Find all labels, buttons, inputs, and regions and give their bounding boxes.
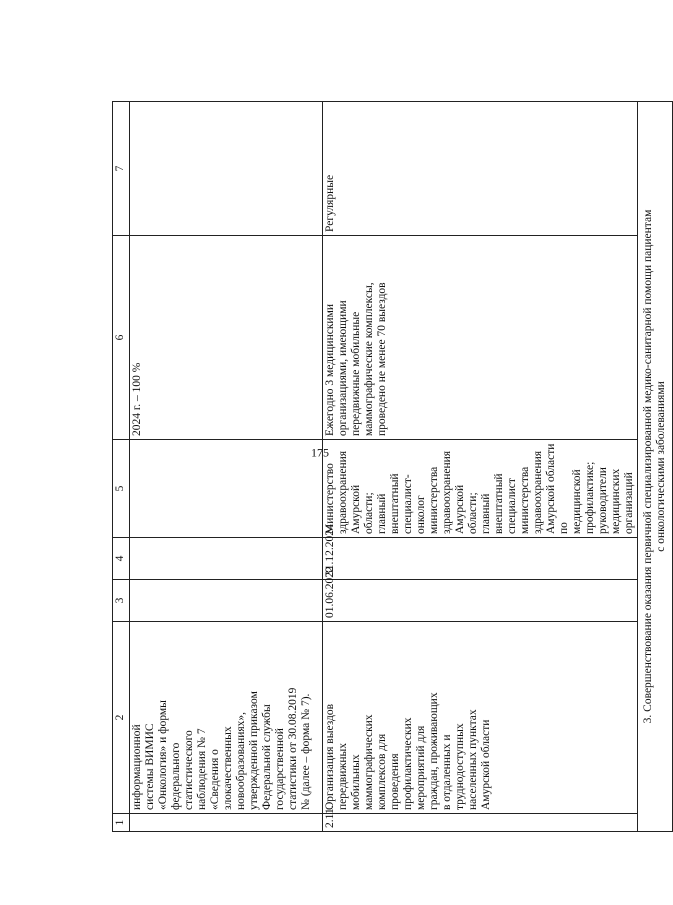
event-cell: информационной системы ВИМИС «Онкология» и формы федерального статистического наблюдения № 7 «Сведения о злокачественных новообразованиях», утвержденной приказом Федеральной службы государственной статистики от 30.08.2019 № (далее – форма № 7). <box>130 622 323 814</box>
table-header-cell: 7 <box>113 102 130 236</box>
event-cell: Организация выездов передвижных мобильных маммографических комплексов для проведения профилактических мероприятий для граждан, проживающих в отдаленных и труднодоступных населенных пунктах Амурской области <box>323 622 638 814</box>
section-title: 3. Совершенствование оказания первичной специализированной медико-санитарной помощи пациентам с онкологическими заболеваниями <box>638 102 673 832</box>
start-date-cell <box>130 580 323 622</box>
result-cell: Ежегодно 3 медицинскими организациями, имеющими передвижные мобильные маммографические комплексы, проведено не менее 70 выездов <box>323 236 638 440</box>
page-number: 175 <box>311 445 329 460</box>
table-header-row <box>113 102 130 832</box>
table-header-cell: 4 <box>113 538 130 580</box>
end-date-cell: 31.12.2024 <box>323 538 638 580</box>
responsible-cell: Министерство здравоохранения Амурской области; главный внештатный специалист-онколог министерства здравоохранения Амурской области; главный внештатный специалист министерства здравоохранения Амурской области по медицинской профилактике; руководители медицинских организаций <box>323 440 638 538</box>
section-row <box>638 102 673 832</box>
table-header-cell: 2 <box>113 622 130 814</box>
note-cell: Регулярные <box>323 102 638 236</box>
result-cell: 2024 г. – 100 % <box>130 236 323 440</box>
responsible-cell <box>130 440 323 538</box>
table-header-cell: 5 <box>113 440 130 538</box>
note-cell <box>130 102 323 236</box>
table-row <box>323 102 638 832</box>
table-header-cell: 6 <box>113 236 130 440</box>
table-header-cell: 3 <box>113 580 130 622</box>
start-date-cell: 01.06.2022 <box>323 580 638 622</box>
row-number-cell <box>130 814 323 832</box>
row-number-cell: 2.11. <box>323 814 638 832</box>
table-row <box>130 102 323 832</box>
end-date-cell <box>130 538 323 580</box>
table-header-cell: 1 <box>113 814 130 832</box>
plan-table <box>112 101 673 832</box>
rotated-table-container <box>112 102 667 832</box>
